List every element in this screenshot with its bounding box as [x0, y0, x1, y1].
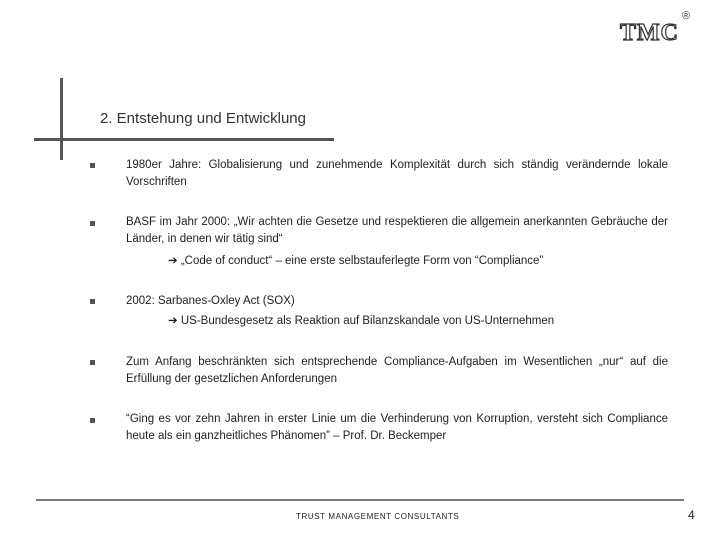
bullet-icon — [90, 299, 95, 304]
bullet-item-5: “Ging es vor zehn Jahren in erster Linie um die Verhinderung von Korruption, versteht sich Compliance heute als ein ganzheitliches Phänomen” – Prof. Dr. Beckemper — [126, 413, 668, 442]
bullet-icon — [90, 360, 95, 365]
vertical-accent-line — [60, 78, 63, 160]
tmc-logo: TMC — [620, 20, 679, 46]
bullet-icon — [90, 418, 95, 423]
bullet-item-4: Zum Anfang beschränkten sich entsprechende Compliance-Aufgaben im Wesentlichen „nur“ auf die Erfüllung der gesetzlichen Anforderungen — [126, 356, 668, 385]
slide-title: 2. Entstehung und Entwicklung — [100, 110, 306, 127]
bullet-item-3: 2002: Sarbanes-Oxley Act (SOX) — [126, 295, 295, 307]
footer-company: TRUST MANAGEMENT CONSULTANTS — [296, 512, 460, 521]
footer-line — [36, 499, 684, 501]
sub-item-us-law — [168, 313, 554, 330]
bullet-item-2: BASF im Jahr 2000: „Wir achten die Gesetze und respektieren die allgemein anerkannten Gebräuche der Länder, in denen wir tätig sind“ — [126, 216, 668, 245]
sub-item-text: „Code of conduct“ – eine erste selbstauferlegte Form von “Compliance” — [180, 255, 544, 267]
page-number: 4 — [688, 508, 695, 522]
bullet-icon — [90, 221, 95, 226]
right-arrow-icon: ➔ — [168, 255, 178, 267]
sub-item-code-of-conduct — [168, 253, 543, 270]
horizontal-accent-line — [34, 138, 334, 141]
registered-mark: ® — [682, 10, 691, 22]
right-arrow-icon: ➔ — [168, 315, 178, 327]
bullet-item-1: 1980er Jahre: Globalisierung und zunehmende Komplexität durch sich ständig verändernde lokale Vorschriften — [126, 159, 668, 188]
sub-item-text: US-Bundesgesetz als Reaktion auf Bilanzskandale von US-Unternehmen — [180, 315, 555, 327]
bullet-icon — [90, 163, 95, 168]
